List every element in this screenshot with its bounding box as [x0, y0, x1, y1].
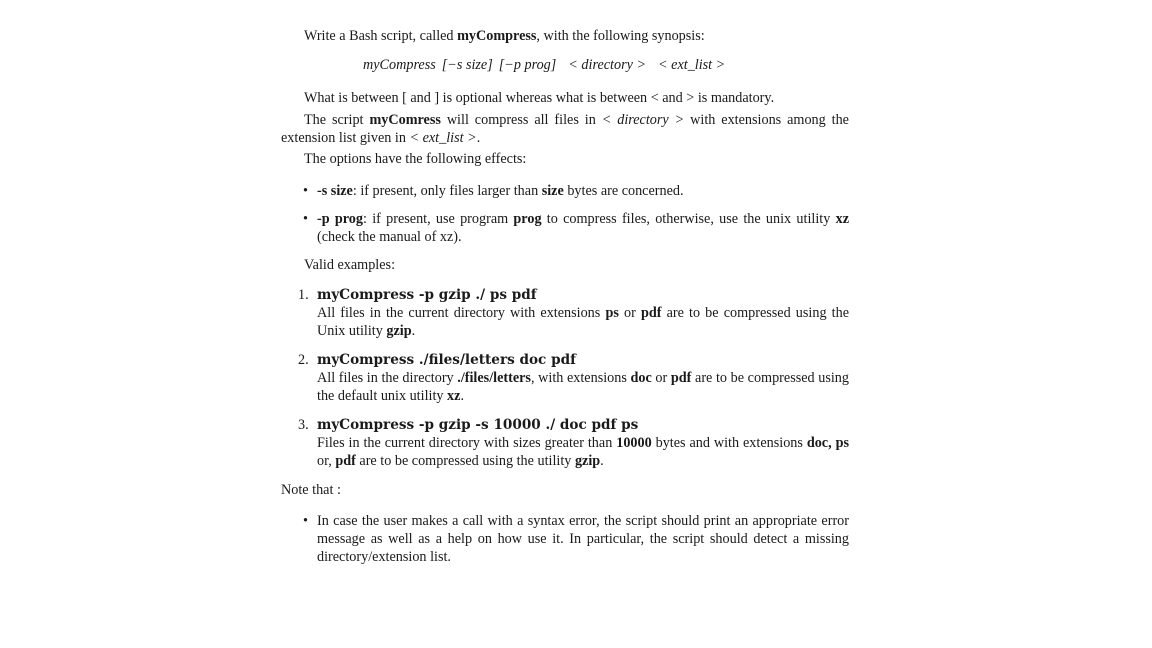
example-desc: are to be compressed using the default unix utility: [317, 370, 849, 404]
valid-examples-heading: Valid examples:: [304, 257, 396, 273]
synopsis-directory-arg: < directory >: [568, 57, 647, 73]
synopsis-command: myCompress: [363, 57, 436, 73]
example-bold: pdf: [335, 453, 356, 469]
example-bold: pdf: [670, 370, 692, 386]
example-desc: are to be compressed using the Unix utility: [317, 305, 849, 339]
option-text: : if present, only files larger than: [352, 183, 542, 199]
example-bold: doc, ps: [806, 435, 849, 451]
example-desc: .: [411, 323, 416, 339]
example-desc: Files in the current directory with sizes greater than: [317, 435, 617, 451]
note-item: [281, 512, 849, 566]
example-bold: ./files/letters: [457, 370, 531, 386]
example-bold: gzip: [574, 453, 601, 469]
example-bold: pdf: [640, 305, 662, 321]
option-item-s: [281, 182, 849, 200]
example-bold: ps: [605, 305, 619, 321]
note-heading: Note that :: [281, 482, 341, 498]
example-desc: .: [460, 388, 464, 404]
example-bold: gzip: [386, 323, 412, 339]
example-bold: doc: [630, 370, 652, 386]
intro-paragraph: [281, 27, 849, 45]
option-text-end: bytes are concerned.: [563, 183, 684, 199]
option-bold-term: size: [541, 183, 564, 199]
example-bold: 10000: [616, 435, 652, 451]
example-desc: All files in the directory: [317, 370, 458, 386]
example-number: 3.: [298, 417, 309, 433]
example-desc: or: [618, 305, 641, 321]
example-desc: are to be compressed using the utility: [355, 453, 575, 469]
option-item-p: [281, 210, 849, 246]
example-desc: or,: [317, 453, 336, 469]
description-paragraph: [281, 111, 849, 147]
description-directory: < directory >: [601, 112, 685, 128]
description-script-name: myComress: [369, 112, 441, 128]
example-item: [281, 416, 849, 470]
notes-list: [281, 512, 849, 566]
bullet-icon: •: [303, 183, 308, 199]
note-text: In case the user makes a call with a syntax error, the script should print an appropriate error message as well as a help on how use it. In particular, the script should detect a missing directory/extension list.: [317, 513, 849, 565]
description-text-post: with extensions among the extension list given in: [281, 112, 849, 146]
example-desc: or: [651, 370, 671, 386]
options-list: [281, 182, 849, 246]
example-command: myCompress ./files/letters doc pdf: [317, 352, 576, 368]
option-text-end: (check the manual of xz).: [317, 229, 462, 245]
synopsis-option-p: [−p prog]: [498, 57, 557, 73]
synopsis-option-s: [−s size]: [441, 57, 493, 73]
options-intro: The options have the following effects:: [304, 151, 527, 167]
example-number: 1.: [298, 287, 309, 303]
examples-list: [281, 286, 849, 470]
description-text-mid: will compress all files in: [440, 112, 602, 128]
example-item: [281, 351, 849, 405]
bullet-icon: •: [303, 513, 308, 529]
description-ext-list: < ext_list >: [409, 130, 477, 146]
description-period: .: [476, 130, 481, 146]
synopsis-line: [281, 56, 849, 74]
description-text: The script: [304, 112, 370, 128]
example-desc: bytes and with extensions: [651, 435, 807, 451]
option-text-mid: to compress files, otherwise, use the unix utility: [541, 211, 836, 227]
intro-text: Write a Bash script, called: [304, 28, 458, 44]
example-item: [281, 286, 849, 340]
option-text: : if present, use program: [363, 211, 514, 227]
bullet-icon: •: [303, 211, 308, 227]
document-page: [281, 27, 849, 576]
script-name: myCompress: [457, 28, 537, 44]
example-command: myCompress -p gzip ./ ps pdf: [317, 287, 537, 303]
option-flag: -s size: [317, 183, 353, 199]
example-desc: All files in the current directory with extensions: [317, 305, 606, 321]
example-bold: xz: [447, 388, 461, 404]
option-flag: -p prog: [317, 211, 363, 227]
intro-text-end: , with the following synopsis:: [536, 28, 705, 44]
example-command: myCompress -p gzip -s 10000 ./ doc pdf ps: [317, 417, 639, 433]
option-bold-utility: xz: [835, 211, 849, 227]
optional-note: What is between [ and ] is optional whereas what is between < and > is mandatory.: [304, 90, 775, 106]
example-desc: .: [600, 453, 604, 469]
synopsis-ext-list-arg: < ext_list >: [658, 57, 726, 73]
example-desc: , with extensions: [530, 370, 631, 386]
option-bold-term: prog: [513, 211, 542, 227]
example-number: 2.: [298, 352, 309, 368]
